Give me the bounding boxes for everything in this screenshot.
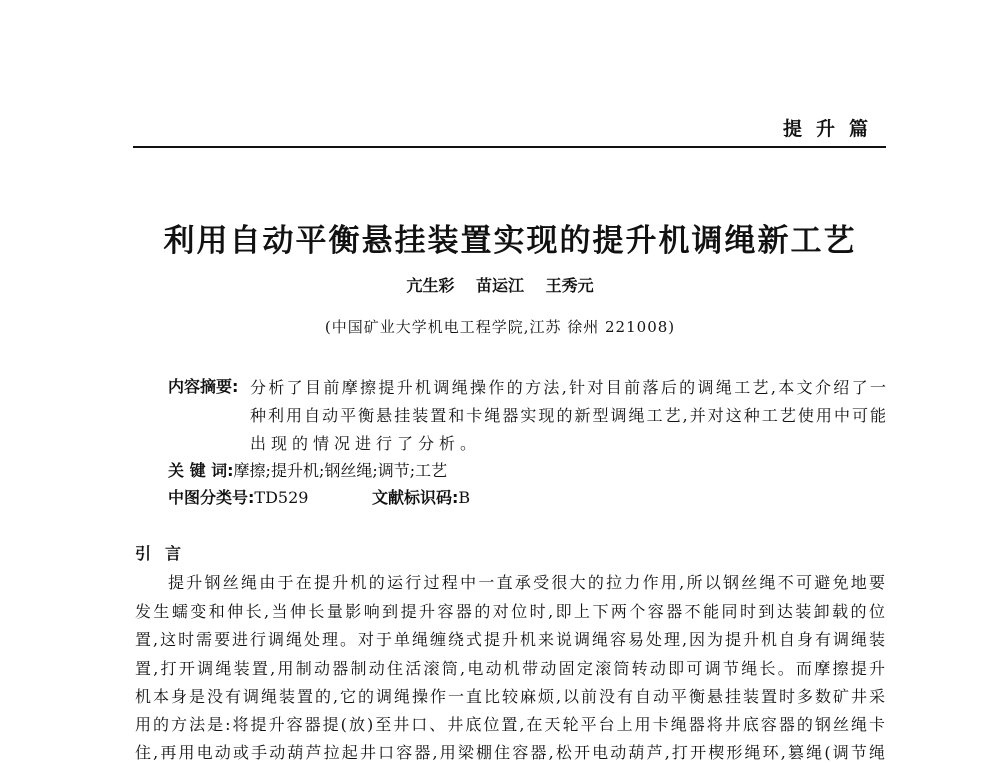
classification: 中图分类号:TD529 <box>168 488 309 507</box>
section-header: 提升篇 <box>782 118 882 140</box>
author: 王秀元 <box>545 276 594 295</box>
body-line: 住,再用电动或手动葫芦拉起井口容器,用梁棚住容器,松开电动葫芦,打开楔形绳环,篡绳(调节绳 <box>135 743 885 762</box>
body-line: 置,这时需要进行调绳处理。对于单绳缠绕式提升机来说调绳容易处理,因为提升机自身有调绳装 <box>135 630 885 649</box>
abstract-line: 种利用自动平衡悬挂装置和卡绳器实现的新型调绳工艺,并对这种工艺使用中可能 <box>250 406 886 425</box>
affiliation: (中国矿业大学机电工程学院,江苏 徐州 221008) <box>324 318 676 336</box>
body-line: 发生蠕变和伸长,当伸长量影响到提升容器的对位时,即上下两个容器不能同时到达装卸载的位 <box>135 602 885 621</box>
document-code: 文献标识码:B <box>372 488 471 507</box>
abstract-label: 内容摘要: <box>168 377 239 396</box>
intro-heading: 引言 <box>135 544 196 563</box>
author: 亢生彩 <box>406 276 455 295</box>
body-line: 提升钢丝绳由于在提升机的运行过程中一直承受很大的拉力作用,所以钢丝绳不可避免地要 <box>168 573 885 592</box>
abstract-line: 分析了目前摩擦提升机调绳操作的方法,针对目前落后的调绳工艺,本文介绍了一 <box>250 378 886 397</box>
abstract-line: 出现的情况进行了分析。 <box>250 434 482 453</box>
body-line: 机本身是没有调绳装置的,它的调绳操作一直比较麻烦,以前没有自动平衡悬挂装置时多数矿井采 <box>135 687 885 706</box>
authors <box>0 273 1000 296</box>
keywords: 关 键 词:摩擦;提升机;钢丝绳;调节;工艺 <box>168 461 448 480</box>
body-line: 置,打开调绳装置,用制动器制动住活滚筒,电动机带动固定滚筒转动即可调节绳长。而摩擦提升 <box>135 659 885 678</box>
paper-title: 利用自动平衡悬挂装置实现的提升机调绳新工艺 <box>163 223 857 259</box>
body-line: 用的方法是:将提升容器提(放)至井口、井底位置,在天轮平台上用卡绳器将井底容器的钢丝绳卡 <box>135 715 885 734</box>
header-rule <box>133 146 886 148</box>
author: 苗运江 <box>475 276 524 295</box>
